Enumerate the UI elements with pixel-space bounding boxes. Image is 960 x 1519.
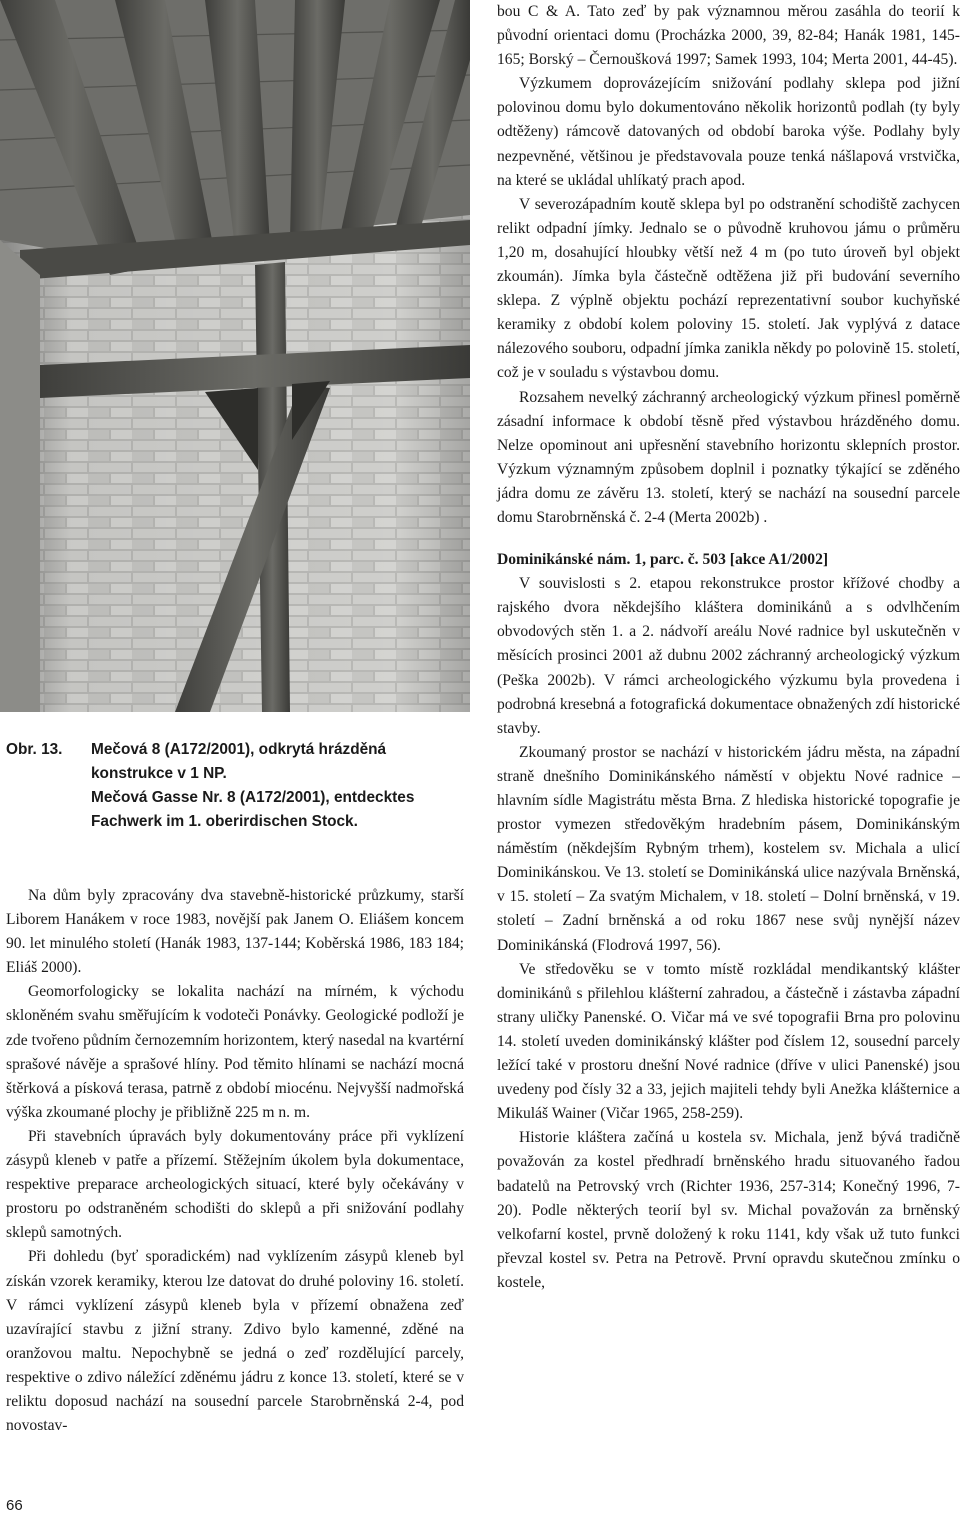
- paragraph: Rozsahem nevelký záchranný archeologický výzkum přinesl poměrně zásadní informace k období těsně před výstavbou hrázděného domu. Nelze opominout ani upřesnění stavebního horizontu sklepních prostor. Výzkum významným způsobem doplnil i poznatky týkající se zděného jádra domu ze závěru 13. století, který se nachází na sousední parcele domu Starobrněnská č. 2-4 (Merta 2002b) .: [497, 388, 960, 526]
- figure-photo: [0, 0, 470, 712]
- right-column: [497, 0, 960, 1295]
- paragraph: Výzkumem doprovázejícím snižování podlahy sklepa pod jižní polovinou domu bylo dokumentováno několik horizontů podlah (ty byly odtěženy) rámcově datovaných od období baroka výše. Podlahy byly nezpevněné, většinou je představovala pouze tenká nášlapová vrstvička, na které se ukládal uhlíkatý prach apod.: [497, 75, 960, 189]
- paragraph: V severozápadním koutě sklepa byl po odstranění schodiště zachycen relikt odpadní jímky. Jednalo se o původně kruhovou jámu o průměru 1,20 m, dosahující hloubky větší než 4 m (po tuto úroveň byl objekt zkoumán). Jímka byla částečně odtěžena již při budování severního sklepa. Z výplně objektu pochází reprezentativní soubor kuchyňské keramiky z období kolem poloviny 15. století. Jak vyplývá z datace nálezového souboru, odpadní jímka zanikla někdy po polovině 15. století, což je v souladu s výstavbou domu.: [497, 195, 960, 382]
- section-heading: Dominikánské nám. 1, parc. č. 503 [akce A1/2002]: [497, 551, 829, 569]
- paragraph: Zkoumaný prostor se nachází v historickém jádru města, na západní straně dnešního Dominikánského náměstí v objektu Nové radnice – hlavním sídle Magistrátu města Brna. Z hlediska historické topografie je prostor vymezen středověkým hradebním pásem, Dominikánským náměstím (někdejším Rybným trhem), kostelem sv. Michala a ulicí Dominikánskou. Ve 13. století se Dominikánská ulice nazývala Brněnská, v 15. století – Za svatým Michalem, v 18. století – Dolní brněnská, v 19. století – Zadní brněnská a od roku 1867 nese svůj nynější název Dominikánská (Flodrová 1997, 56).: [497, 743, 960, 954]
- paragraph: Ve středověku se v tomto místě rozkládal mendikantský klášter dominikánů s přilehlou klášterní zahradou, a částečně i zástavba západní strany uličky Panenské. O. Vičar má ve své topografii Brna pro polovinu 14. století uveden dominikánský klášter pod číslem 12, sousední parcely ležící také v prostoru dnešní Nové radnice (dříve v ulici Panenské) jsou uvedeny pod čísly 32 a 33, jejich majiteli tehdy byli Anežka klášternice a Mikuláš Wainer (Vičar 1965, 258-259).: [497, 960, 960, 1123]
- paragraph: Při dohledu (byť sporadickém) nad vyklízením zásypů kleneb byl získán vzorek keramiky, kterou lze datovat do druhé poloviny 16. století. V rámci vyklízení zásypů kleneb byla v přízemí obnažena zeď uzavírající stavbu z jižní strany. Zdivo bylo kamenné, zděné na oranžovou maltu. Nepochybně se jedná o zeď rozdělující parcely, respektive o zdivo náležící zděnému jádru z konce 13. století, které se v reliktu doposud nachází na sousední parcele Starobrněnská 2-4, pod novostav-: [6, 1248, 464, 1435]
- page-number: 66: [6, 1497, 23, 1514]
- figure-caption: [6, 738, 466, 834]
- paragraph: bou C & A. Tato zeď by pak významnou měrou zasáhla do teorií k původní orientaci domu (Procházka 2000, 39, 82-84; Hanák 1981, 145-165; Borský – Černoušková 1997; Samek 1993, 104; Merta 2001, 44-45).: [497, 3, 960, 69]
- paragraph: Při stavebních úpravách byly dokumentovány práce při vyklízení zásypů kleneb v patře a přízemí. Stěžejním úkolem byla dokumentace, respektive preparace archeologických situací, které byly očekávány v prostoru po odstraněném schodišti do sklepů a při snižování podlahy sklepů samotných.: [6, 1127, 464, 1242]
- half-timbered-wall-photo: [0, 0, 470, 712]
- caption-czech: Mečová 8 (A172/2001), odkrytá hrázděná konstrukce v 1 NP.: [91, 741, 387, 782]
- paragraph: Geomorfologicky se lokalita nachází na mírném, k východu skloněném svahu směřujícím k vodoteči Ponávky. Geologické podloží je zde tvořeno půdním černozemním horizontem, který nasedal na kvartérní sprašové návěje a sprašové hlíny. Pod těmito hlínami se nachází mocná štěrková a písková terasa, patrně z období miocénu. Nejvyšší nadmořská výška zkoumané plochy je přibližně 225 m n. m.: [6, 983, 464, 1121]
- left-column: [6, 884, 464, 1438]
- paragraph: Na dům byly zpracovány dva stavebně-historické průzkumy, starší Liborem Hanákem v roce 1983, novější pak Janem O. Eliášem koncem 90. let minulého století (Hanák 1983, 137-144; Koběrská 1986, 183 184; Eliáš 2000).: [6, 887, 464, 977]
- paragraph: Historie kláštera začíná u kostela sv. Michala, jenž bývá tradičně považován za kostel předhradí brněnského hradu situovaného řadou badatelů na Petrovský vrch (Richter 1936, 257-314; Konečný 1996, 7-20). Podle některých teorií byl sv. Michal považován za brněnský velkofarní kostel, prvně doložený k roku 1141, kdy však už tuto funkci převzal kostel sv. Petra na Petrově. První opravdu skutečnou zmínku o kostele,: [497, 1129, 960, 1291]
- caption-german: Mečová Gasse Nr. 8 (A172/2001), entdecktes Fachwerk im 1. oberirdischen Stock.: [91, 789, 415, 830]
- figure-number: Obr. 13.: [6, 741, 63, 758]
- paragraph: V souvislosti s 2. etapou rekonstrukce prostor křížové chodby a rajského dvora někdejšího kláštera dominikánů a s odvlhčením obvodových stěn 1. a 2. nádvoří areálu Nové radnice byl uskutečněn v měsících prosinci 2001 až dubnu 2002 záchranný archeologický výzkum (Peška 2002b). V rámci archeologického výzkumu byla provedena i podrobná kresebná a fotografická dokumentace obnažených zdí historické stavby.: [497, 575, 960, 737]
